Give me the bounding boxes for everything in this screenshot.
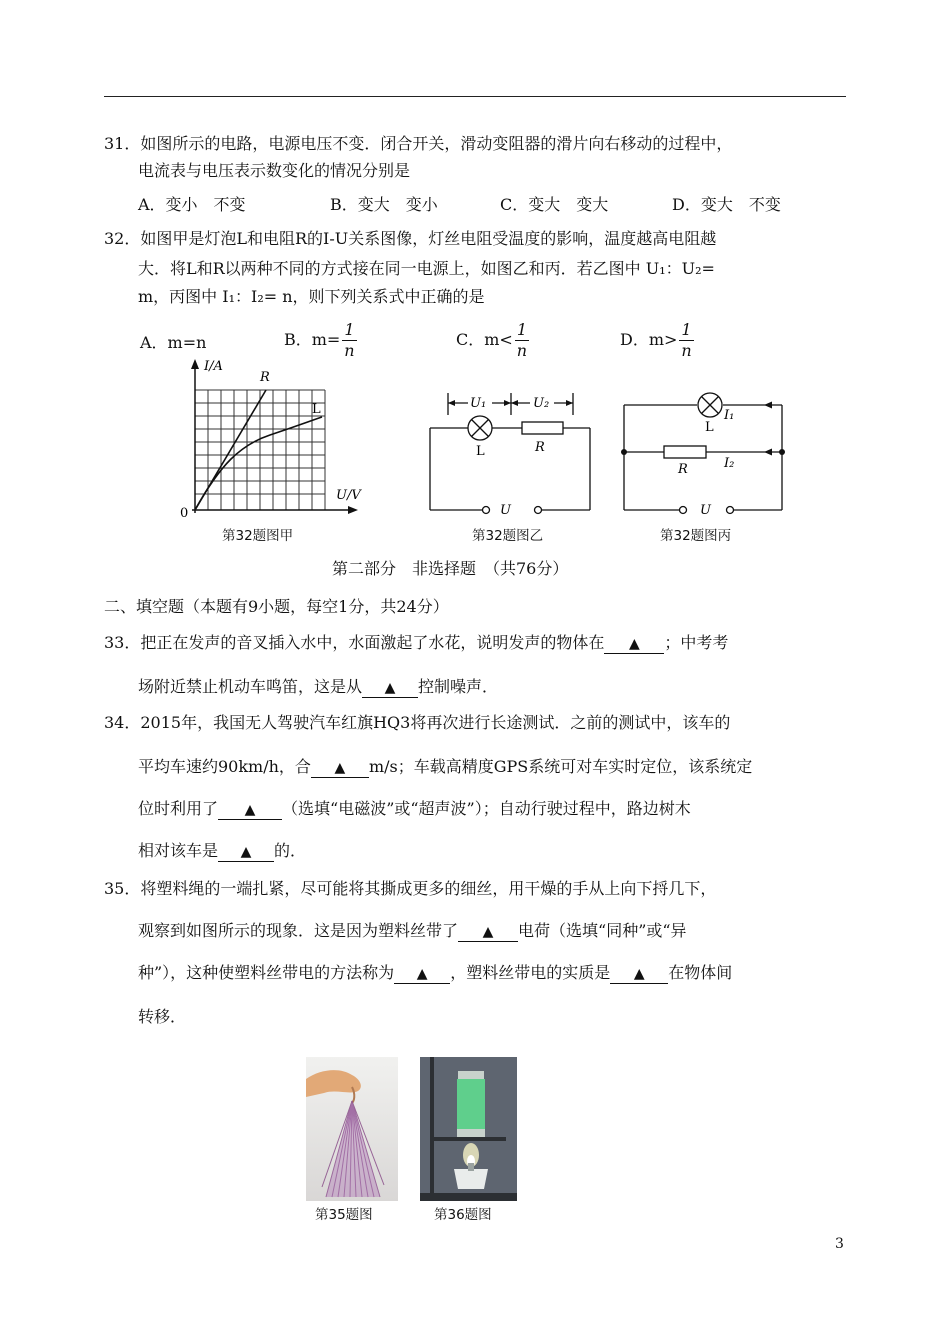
caption-32c: 第32题图丙: [660, 528, 732, 544]
parallel-circuit: [612, 385, 794, 525]
q32-line2: 大．将L和R以两种不同的方式接在同一电源上，如图乙和丙．若乙图中 U₁：U₂=: [138, 259, 715, 278]
q35-text-2a: 观察到如图所示的现象．这是因为塑料丝带了: [138, 921, 459, 940]
q33-line1: [104, 630, 728, 656]
curve-l-label: L: [312, 402, 321, 417]
origin-label: 0: [180, 506, 189, 521]
answer-blank[interactable]: ▲: [311, 759, 369, 778]
plastic-strings-photo: [306, 1057, 398, 1201]
q33-line2: [138, 674, 498, 700]
iu-graph: [170, 355, 370, 525]
frac-denominator: n: [344, 341, 355, 360]
curve-l: [195, 417, 322, 510]
answer-blank[interactable]: ▲: [394, 965, 450, 984]
frac-numerator: 1: [681, 320, 692, 339]
q35-line2: [138, 918, 687, 944]
frac-denominator: n: [681, 341, 692, 360]
q35-line4: 转移．: [138, 1007, 187, 1026]
q32-option-d: [620, 320, 694, 361]
i2-label: I₂: [724, 456, 735, 471]
q34-text-4a: 相对该车是: [138, 841, 219, 860]
q32-option-c: [456, 320, 529, 361]
frac-numerator: 1: [516, 320, 528, 339]
q33-text-2a: 场附近禁止机动车鸣笛，这是从: [138, 677, 363, 696]
q32-option-c-prefix: C．m<: [456, 330, 513, 349]
caption-36: 第36题图: [434, 1207, 492, 1223]
q33-text-1a: 33．把正在发声的音叉插入水中，水面激起了水花，说明发声的物体在: [104, 633, 605, 652]
lamp-label: L: [705, 420, 714, 435]
q31-option-d: D．变大 不变: [672, 195, 781, 214]
answer-blank[interactable]: ▲: [218, 843, 274, 862]
resistor-label: R: [678, 462, 688, 477]
q32-line3: m，丙图中 I₁：I₂= n，则下列关系式中正确的是: [138, 287, 485, 306]
lamp-label: L: [476, 444, 485, 459]
q34-line2: [138, 754, 752, 780]
section2-title: 二、填空题（本题有9小题，每空1分，共24分）: [104, 597, 449, 616]
q33-text-2b: 控制噪声．: [418, 677, 499, 696]
q34-text-3b: （选填“电磁波”或“超声波”）；自动行驶过程中，路边树木: [282, 799, 691, 818]
x-axis-label: U/V: [336, 488, 361, 503]
y-axis-label: I/A: [204, 359, 223, 374]
u1-label: U₁: [470, 396, 487, 411]
q32-line1: 32．如图甲是灯泡L和电阻R的I-U关系图像，灯丝电阻受温度的影响，温度越高电阻越: [104, 229, 717, 248]
series-circuit: [420, 385, 600, 525]
q34-line4: [138, 838, 306, 864]
curve-r-label: R: [260, 370, 270, 385]
q31-option-c: C．变大 变大: [500, 195, 609, 214]
q35-line1: 35．将塑料绳的一端扎紧，尽可能将其撕成更多的细丝，用干燥的手从上向下捋几下，: [104, 879, 717, 898]
q35-line3: [138, 960, 732, 986]
q31-line2: 电流表与电压表示数变化的情况分别是: [138, 161, 411, 180]
q34-text-3a: 位时利用了: [138, 799, 219, 818]
q34-line1: 34．2015年，我国无人驾驶汽车红旗HQ3将再次进行长途测试．之前的测试中，该车的: [104, 713, 731, 732]
resistor-label: R: [535, 440, 545, 455]
answer-blank[interactable]: ▲: [610, 965, 668, 984]
header-rule: [104, 96, 846, 97]
q34-text-4b: 的．: [274, 841, 307, 860]
q33-text-1b: ；中考考: [664, 633, 729, 652]
q34-text-2b: m/s；车载高精度GPS系统可对车实时定位，该系统定: [368, 757, 753, 776]
page-number: 3: [835, 1236, 844, 1252]
caption-32b: 第32题图乙: [472, 528, 544, 544]
answer-blank[interactable]: ▲: [604, 635, 664, 654]
q31-option-b: B．变大 变小: [330, 195, 438, 214]
q32-option-d-prefix: D．m>: [620, 330, 678, 349]
q34-line3: [138, 796, 691, 822]
q34-text-2a: 平均车速约90km/h，合: [138, 757, 311, 776]
q31-line1: 31．如图所示的电路，电源电压不变．闭合开关，滑动变阻器的滑片向右移动的过程中，: [104, 134, 733, 153]
q35-text-3b: ，塑料丝带电的实质是: [450, 963, 611, 982]
source-label: U: [500, 503, 511, 518]
caption-35: 第35题图: [315, 1207, 373, 1223]
i1-label: I₁: [724, 408, 735, 423]
part2-title: 第二部分 非选择题 （共76分）: [332, 559, 569, 578]
q32-option-b-prefix: B．m=: [284, 330, 341, 349]
source-label: U: [700, 503, 711, 518]
answer-blank[interactable]: ▲: [218, 801, 282, 820]
heated-can-photo: [420, 1057, 517, 1201]
q35-text-2b: 电荷（选填“同种”或“异: [518, 921, 687, 940]
answer-blank[interactable]: ▲: [458, 923, 518, 942]
answer-blank[interactable]: ▲: [362, 679, 418, 698]
q35-text-3c: 在物体间: [668, 963, 733, 982]
q32-option-a: A．m=n: [140, 333, 207, 352]
frac-denominator: n: [516, 341, 528, 360]
q35-text-3a: 种”），这种使塑料丝带电的方法称为: [138, 963, 395, 982]
u2-label: U₂: [533, 396, 550, 411]
q31-option-a: A．变小 不变: [138, 195, 246, 214]
caption-32a: 第32题图甲: [222, 528, 294, 544]
frac-numerator: 1: [344, 320, 355, 339]
